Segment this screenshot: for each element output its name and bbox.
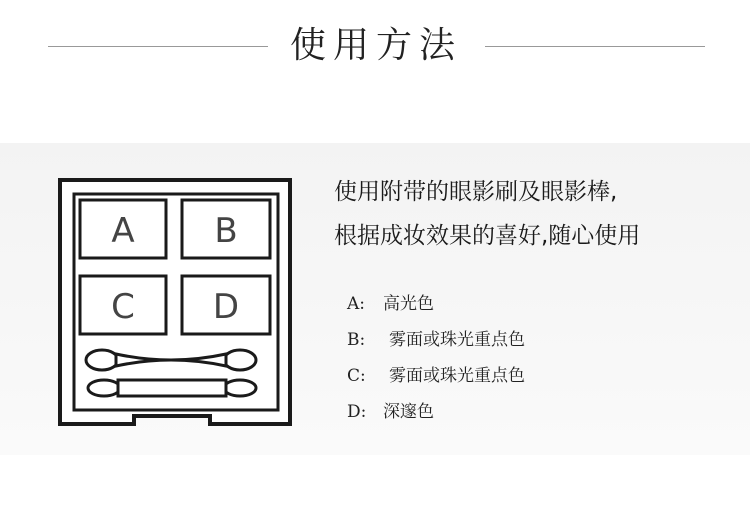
pan-label-a: A: [111, 211, 135, 251]
usage-instructions: [334, 170, 734, 258]
pan-label-c: C: [111, 287, 135, 327]
legend-row-a: [347, 286, 667, 322]
header-divider-right: [485, 46, 705, 47]
pan-label-d: D: [212, 287, 240, 327]
legend-key: B:: [347, 330, 366, 350]
page-title: 使用方法: [289, 25, 462, 66]
pan-label-b: B: [214, 211, 238, 251]
legend-value: 雾面或珠光重点色: [389, 366, 525, 386]
legend-value: 深邃色: [383, 402, 434, 422]
legend-row-d: [347, 394, 667, 430]
instruction-line-2: 根据成妆效果的喜好,随心使用: [334, 223, 641, 249]
legend-row-c: [347, 358, 667, 394]
shade-legend: [347, 286, 667, 430]
legend-key: A:: [347, 294, 366, 314]
legend-value: 雾面或珠光重点色: [389, 330, 525, 350]
legend-row-b: [347, 322, 667, 358]
palette-diagram: [52, 172, 302, 434]
header-divider-left: [48, 46, 268, 47]
legend-key: C:: [347, 366, 366, 386]
eyeshadow-applicator: [88, 380, 256, 396]
legend-value: 高光色: [383, 294, 434, 314]
legend-key: D:: [347, 402, 367, 422]
instruction-line-1: 使用附带的眼影刷及眼影棒,: [334, 179, 618, 205]
